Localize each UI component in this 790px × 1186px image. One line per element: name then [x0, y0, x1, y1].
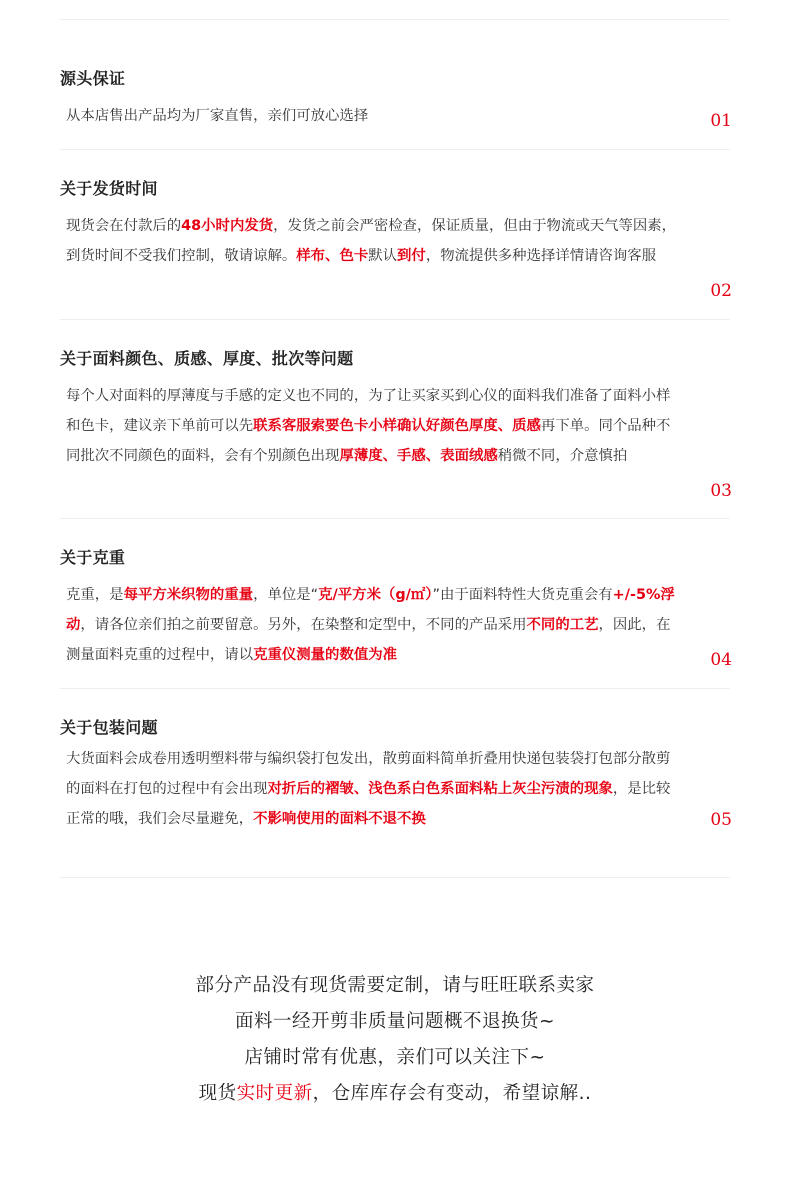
section-body [60, 580, 678, 670]
section-body [60, 101, 678, 131]
footer-text: ，仓库库存会有变动，希望谅解.. [312, 1083, 592, 1104]
top-divider [60, 19, 730, 20]
section-number: 04 [710, 650, 732, 670]
section-body [60, 744, 678, 834]
section-body [60, 211, 678, 271]
body-text: 现货会在付款后的 [66, 218, 182, 234]
footer-text: 部分产品没有现货需要定制，请与旺旺联系卖家 [195, 975, 595, 996]
section-divider [60, 319, 730, 320]
body-text: ，物流提供多种选择详情请咨询客服 [425, 248, 657, 264]
body-text: 稍微不同，介意慎拍 [497, 448, 628, 464]
section-title: 关于包装问题 [60, 718, 158, 737]
body-highlight: 48小时内发货 [181, 218, 274, 234]
footer-line [0, 1076, 790, 1112]
section-fabric-quality [60, 349, 732, 501]
section-title: 关于发货时间 [60, 179, 158, 198]
footer-text: 现货 [198, 1083, 237, 1104]
section-fabric-weight [60, 548, 732, 670]
section-divider [60, 518, 730, 519]
section-packaging [60, 718, 732, 834]
body-highlight: 不影响使用的面料不退不换 [253, 811, 426, 827]
body-highlight: 每平方米织物的重量 [123, 587, 254, 603]
section-number: 02 [710, 281, 732, 301]
body-text: ，发货之前会严密检查，保证质量，但由于物流或天气等因素，到货时间不受我们控制，敬请谅解。 [66, 218, 677, 264]
body-text: 从本店售出产品均为厂家直售，亲们可放心选择 [66, 108, 369, 124]
section-divider [60, 149, 730, 150]
body-text: ，请各位亲们拍之前要留意。另外，在染整和定型中，不同的产品采用 [80, 617, 527, 633]
body-highlight: 不同的工艺 [526, 617, 599, 633]
section-divider [60, 877, 730, 878]
body-text: ”由于面料特性大货克重会有 [432, 587, 613, 603]
section-source-guarantee [60, 69, 732, 131]
footer-line [0, 968, 790, 1004]
body-text: ，单位是“ [253, 587, 319, 603]
section-number: 03 [710, 481, 732, 501]
footer-text: 面料一经开剪非质量问题概不退换货~ [234, 1011, 555, 1032]
section-body [60, 381, 678, 471]
footer-line [0, 1040, 790, 1076]
footer-line [0, 1004, 790, 1040]
body-highlight: 对折后的褶皱、浅色系白色系面料粘上灰尘污渍的现象 [267, 781, 613, 797]
footer-highlight: 实时更新 [236, 1083, 313, 1104]
section-title: 关于克重 [60, 548, 126, 567]
body-text: ，是比较正常的哦，我们会尽量避免， [66, 781, 671, 827]
body-highlight: 厚薄度、手感、表面绒感 [339, 448, 498, 464]
body-text: 克重，是 [66, 587, 124, 603]
body-highlight: 克重仪测量的数值为准 [253, 647, 398, 663]
footer-notice [0, 968, 790, 1112]
section-title: 源头保证 [60, 69, 126, 88]
section-divider [60, 688, 730, 689]
section-number: 01 [710, 111, 732, 131]
body-text: ，因此，在测量面料克重的过程中，请以 [66, 617, 671, 663]
body-text: 大货面料会成卷用透明塑料带与编织袋打包发出，散剪面料简单折叠用快递包装袋打包部分散剪的面料在打包的过程中有会出现 [66, 751, 671, 797]
body-highlight: 联系客服索要色卡小样确认好颜色厚度、质感 [253, 418, 541, 434]
body-highlight: 到付 [397, 248, 426, 264]
section-shipping-time [60, 179, 732, 301]
section-title: 关于面料颜色、质感、厚度、批次等问题 [60, 349, 354, 368]
section-number: 05 [710, 810, 732, 830]
body-text: 每个人对面料的厚薄度与手感的定义也不同的，为了让买家买到心仪的面料我们准备了面料小样和色卡，建议亲下单前可以先 [66, 388, 671, 434]
body-highlight: 克/平方米（g/㎡） [318, 587, 433, 603]
footer-text: 店铺时常有优惠，亲们可以关注下~ [244, 1047, 546, 1068]
body-text: 默认 [368, 248, 398, 264]
body-text: 再下单。同个品种不同批次不同颜色的面料，会有个别颜色出现 [66, 418, 671, 464]
body-highlight: 样布、色卡 [296, 248, 369, 264]
body-highlight: +/-5%浮动 [66, 587, 675, 633]
